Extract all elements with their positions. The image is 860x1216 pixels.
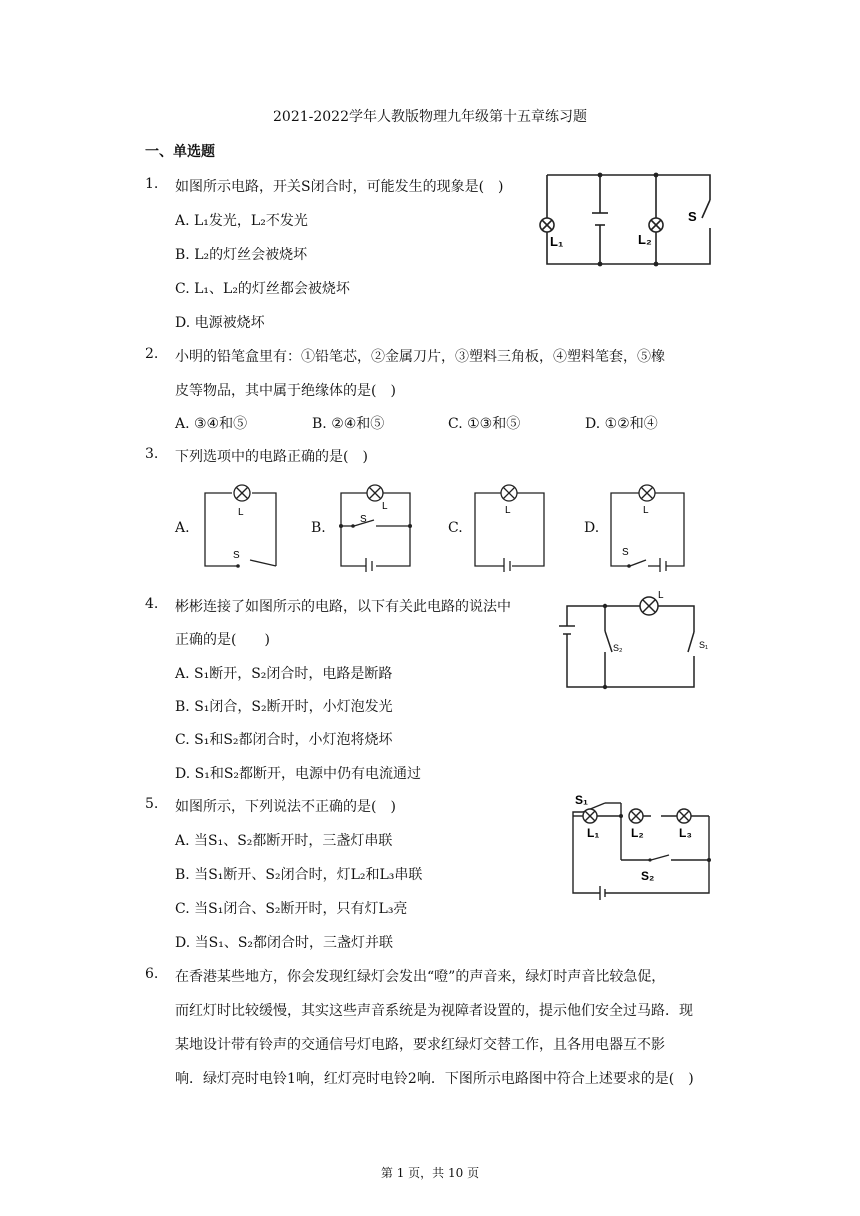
q5-stem: 如图所示，下列说法不正确的是( ) <box>175 799 396 815</box>
q3-option-a: A. <box>175 520 190 536</box>
q2-number: 2. <box>145 346 159 362</box>
q1-label-l2: L₂ <box>638 232 652 247</box>
q4-option-a: A. S₁断开，S₂闭合时，电路是断路 <box>175 666 393 682</box>
q3a-label-s: S <box>233 550 240 561</box>
q3-circuit-b <box>336 480 416 572</box>
q1-option-a: A. L₁发光，L₂不发光 <box>175 213 308 229</box>
q6-line-4: 响．绿灯亮时电铃1响，红灯亮时电铃2响．下图所示电路图中符合上述要求的是( ) <box>175 1071 694 1087</box>
q3-option-c: C. <box>448 520 463 536</box>
q4-line-1: 彬彬连接了如图所示的电路，以下有关此电路的说法中 <box>175 599 511 615</box>
section-heading: 一、单选题 <box>145 144 215 160</box>
q4-label-l: L <box>658 590 664 601</box>
q3b-label-s: S <box>360 514 367 525</box>
q3-circuit-a <box>200 480 280 572</box>
q4-option-c: C. S₁和S₂都闭合时，小灯泡将烧坏 <box>175 732 393 748</box>
q2-option-b: B. ②④和⑤ <box>312 416 385 432</box>
q3-number: 3. <box>145 446 159 462</box>
q1-label-l1: L₁ <box>550 234 564 249</box>
q1-circuit-figure <box>530 168 730 272</box>
q1-option-d: D. 电源被烧坏 <box>175 315 265 331</box>
q2-option-c: C. ①③和⑤ <box>448 416 521 432</box>
q1-number: 1. <box>145 176 159 192</box>
q6-number: 6. <box>145 966 159 982</box>
q6-line-1: 在香港某些地方，你会发现红绿灯会发出“噔”的声音来，绿灯时声音比较急促， <box>175 969 666 985</box>
q4-label-s2: S₂ <box>613 643 623 653</box>
q5-option-a: A. 当S₁、S₂都断开时，三盏灯串联 <box>175 833 393 849</box>
q4-option-b: B. S₁闭合，S₂断开时，小灯泡发光 <box>175 699 393 715</box>
q4-line-2: 正确的是( ) <box>175 632 270 648</box>
q3b-label-l: L <box>382 501 388 512</box>
q1-option-c: C. L₁、L₂的灯丝都会被烧坏 <box>175 281 350 297</box>
q3c-label-l: L <box>505 505 511 516</box>
q3d-label-l: L <box>643 505 649 516</box>
q2-line-2: 皮等物品，其中属于绝缘体的是( ) <box>175 383 396 399</box>
page-footer: 第 1 页，共 10 页 <box>380 1166 480 1180</box>
q3d-label-s: S <box>622 547 629 558</box>
q5-option-d: D. 当S₁、S₂都闭合时，三盏灯并联 <box>175 935 394 951</box>
q5-number: 5. <box>145 796 159 812</box>
q3-circuit-c <box>470 480 550 572</box>
q1-option-b: B. L₂的灯丝会被烧坏 <box>175 247 308 263</box>
q2-option-a: A. ③④和⑤ <box>175 416 248 432</box>
q4-number: 4. <box>145 596 159 612</box>
q5-option-b: B. 当S₁断开、S₂闭合时，灯L₂和L₃串联 <box>175 867 423 883</box>
q1-stem: 如图所示电路，开关S闭合时，可能发生的现象是( ) <box>175 179 504 195</box>
q5-option-c: C. 当S₁闭合、S₂断开时，只有灯L₃亮 <box>175 901 408 917</box>
q3-circuit-d <box>606 480 688 572</box>
q3-option-d: D. <box>584 520 600 536</box>
q4-label-s1: S₁ <box>699 640 709 650</box>
q4-option-d: D. S₁和S₂都断开，电源中仍有电流通过 <box>175 766 422 782</box>
q5-label-s1: S₁ <box>575 793 588 807</box>
q4-circuit-figure <box>555 586 715 694</box>
q3a-label-l: L <box>238 507 244 518</box>
q5-label-l3: L₃ <box>679 826 692 840</box>
q5-label-l1: L₁ <box>587 826 600 840</box>
q6-line-2: 而红灯时比较缓慢，其实这些声音系统是为视障者设置的，提示他们安全过马路．现 <box>175 1003 693 1019</box>
q5-label-l2: L₂ <box>631 826 644 840</box>
q1-label-s: S <box>688 209 697 224</box>
q5-circuit-figure <box>565 782 725 902</box>
q3-stem: 下列选项中的电路正确的是( ) <box>175 449 368 465</box>
q5-label-s2: S₂ <box>641 869 655 883</box>
q2-option-d: D. ①②和④ <box>585 416 658 432</box>
q6-line-3: 某地设计带有铃声的交通信号灯电路，要求红绿灯交替工作，且各用电器互不影 <box>175 1037 665 1053</box>
q2-line-1: 小明的铅笔盒里有：①铅笔芯，②金属刀片，③塑料三角板，④塑料笔套，⑤橡 <box>175 349 665 365</box>
q3-option-b: B. <box>311 520 326 536</box>
document-title: 2021-2022学年人教版物理九年级第十五章练习题 <box>273 109 587 125</box>
